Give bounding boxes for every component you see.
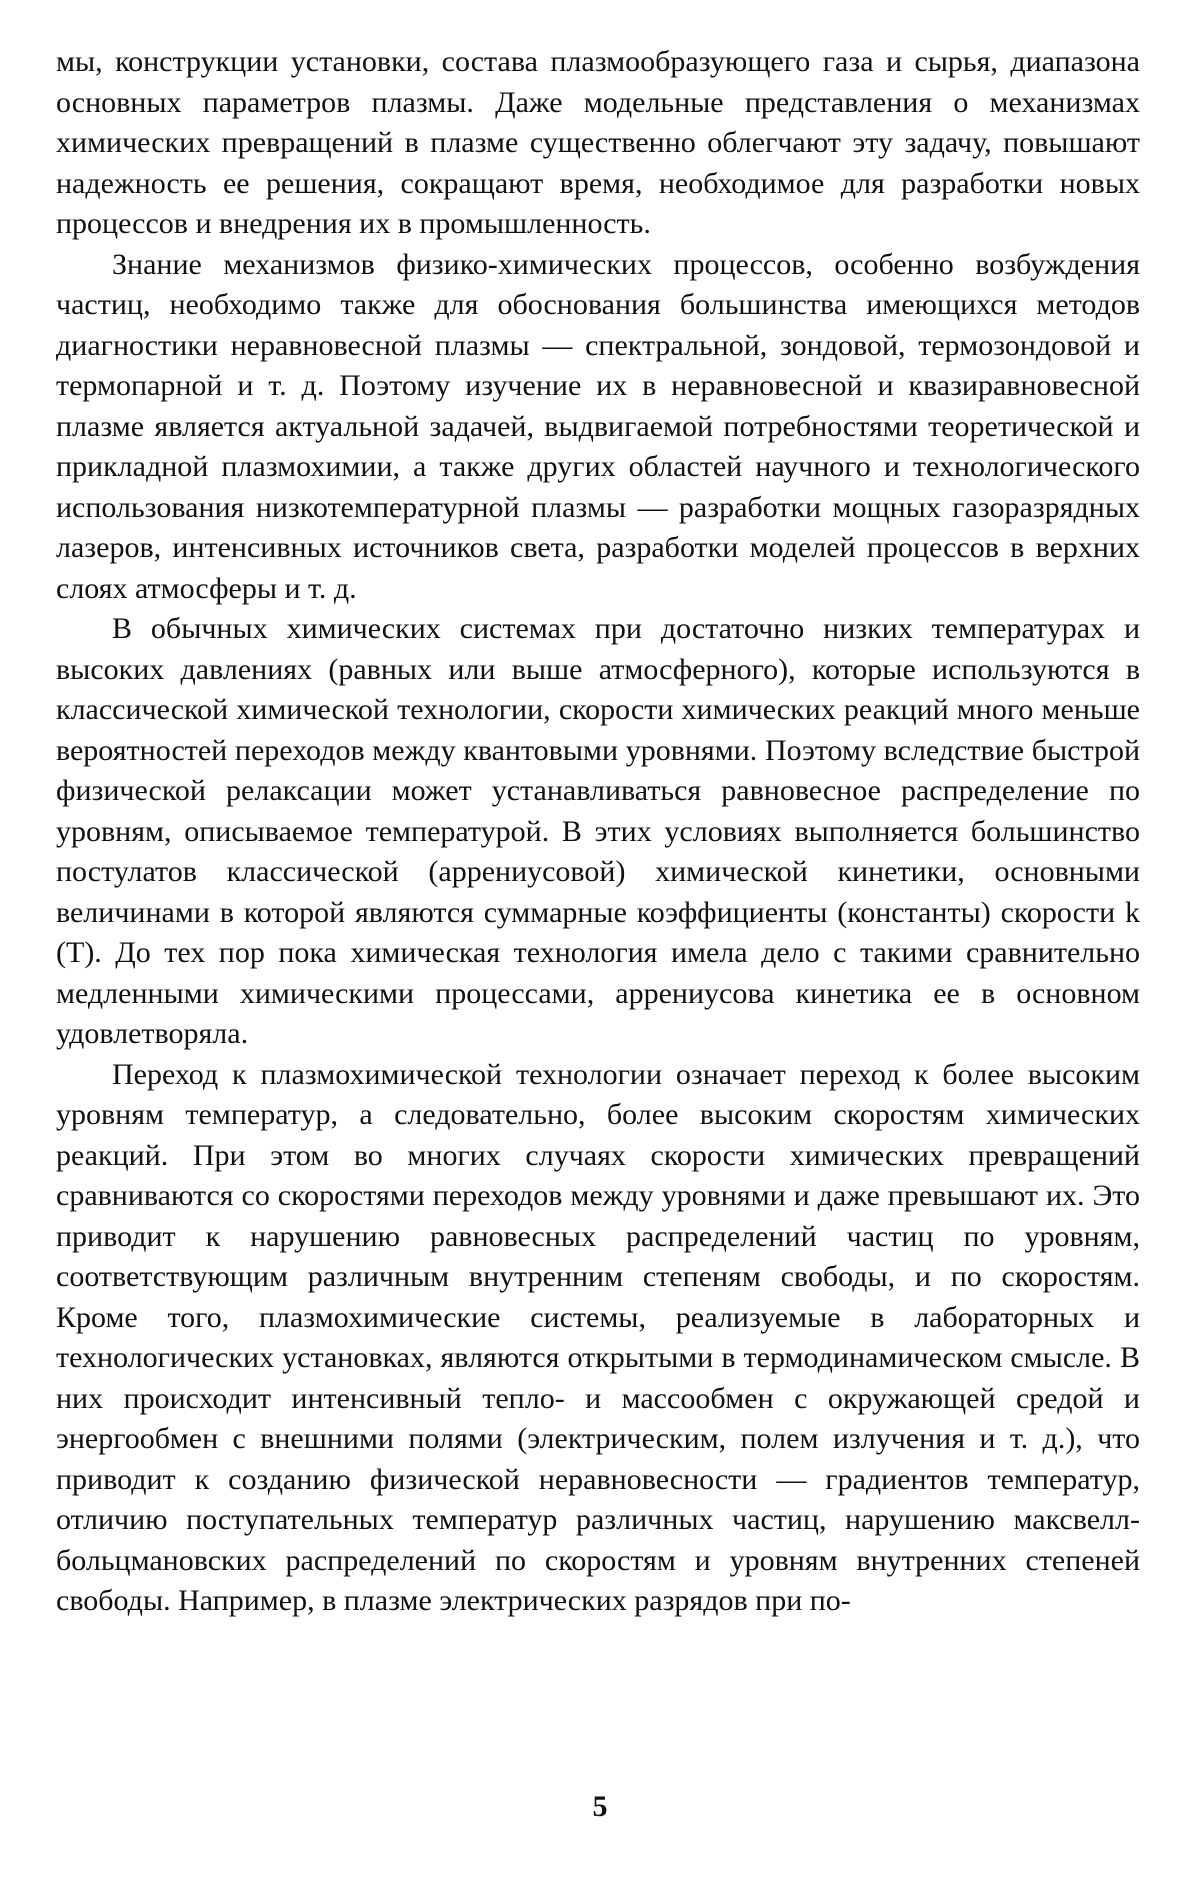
paragraph-3: В обычных химических системах при достаточно низких температурах и высоких давлениях (равных или выше атмосферного), которые используются в классической химической технологии, скорости химических реакций много меньше вероятностей переходов между квантовыми уровнями. Поэтому вследствие быстрой физической релаксации может устанавливаться равновесное распределение по уровням, описываемое температурой. В этих условиях выполняется большинство постулатов классической (аррениусовой) химической кинетики, основными величинами в которой являются суммарные коэффициенты (константы) скорости k (T). До тех пор пока химическая технология имела дело с такими сравнительно медленными химическими процессами, аррениусова кинетика ее в основном удовлетворяла.: [56, 612, 1140, 1050]
paragraph-4: Переход к плазмохимической технологии означает переход к более высоким уровням температур, а следовательно, более высоким скоростям химических реакций. При этом во многих случаях скорости химических превращений сравниваются со скоростями переходов между уровнями и даже превышают их. Это приводит к нарушению равновесных распределений частиц по уровням, соответствующим различным внутренним степеням свободы, и по скоростям. Кроме того, плазмохимические системы, реализуемые в лабораторных и технологических установках, являются открытыми в термодинамическом смысле. В них происходит интенсивный тепло- и массообмен с окружающей средой и энергообмен с внешними полями (электрическим, полем излучения и т. д.), что приводит к созданию физической неравновесности — градиентов температур, отличию поступательных температур различных частиц, нарушению максвелл-больцмановских распределений по скоростям и уровням внутренних степеней свободы. Например, в плазме электрических разрядов при по-: [56, 1057, 1140, 1617]
body-text: [56, 42, 1140, 1622]
paragraph-1: мы, конструкции установки, состава плазмообразующего газа и сырья, диапазона основных параметров плазмы. Даже модельные представления о механизмах химических превращений в плазме существенно облегчают эту задачу, повышают надежность ее решения, сокращают время, необходимое для разработки новых процессов и внедрения их в промышленность.: [56, 45, 1140, 240]
page-number: 5: [592, 1790, 608, 1823]
paragraph-2: Знание механизмов физико-химических процессов, особенно возбуждения частиц, необходимо также для обоснования большинства имеющихся методов диагностики неравновесной плазмы — спектральной, зондовой, термозондовой и термопарной и т. д. Поэтому изучение их в неравновесной и квазиравновесной плазме является актуальной задачей, выдвигаемой потребностями теоретической и прикладной плазмохимии, а также других областей научного и технологического использования низкотемпературной плазмы — разработки мощных газоразрядных лазеров, интенсивных источников света, разработки моделей процессов в верхних слоях атмосферы и т. д.: [56, 247, 1140, 605]
